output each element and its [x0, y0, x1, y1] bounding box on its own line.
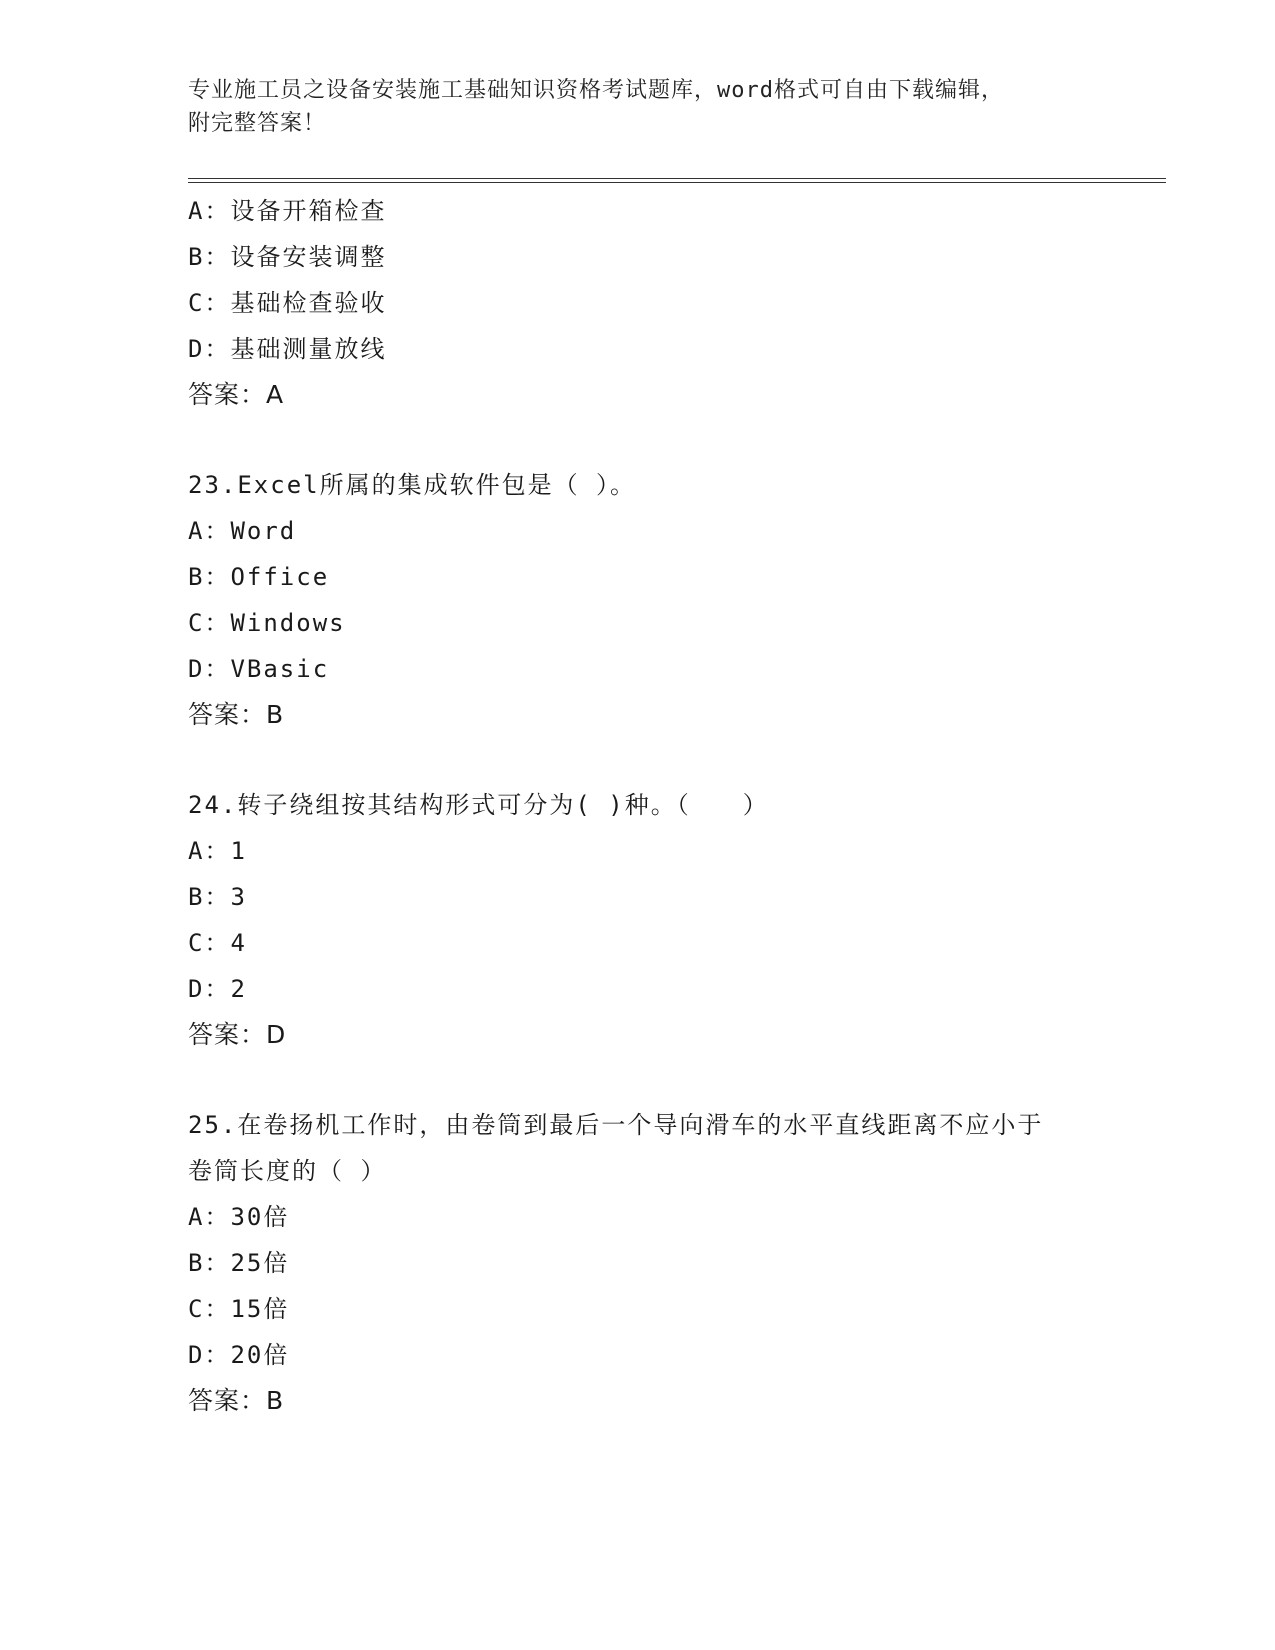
option-a: A：1: [188, 837, 247, 865]
document-header: [188, 74, 1088, 140]
option-a: A：30倍: [188, 1203, 290, 1231]
question-block: [188, 188, 1168, 418]
header-divider: [188, 178, 1166, 183]
option-b: B：设备安装调整: [188, 243, 387, 271]
option-c: C：15倍: [188, 1295, 290, 1323]
option-a: A：设备开箱检查: [188, 197, 387, 225]
option-d: D：VBasic: [188, 655, 330, 683]
answer-line: 答案：D: [188, 1020, 287, 1049]
option-c: C：基础检查验收: [188, 289, 387, 317]
option-c: C：Windows: [188, 609, 346, 637]
answer-line: 答案：B: [188, 700, 285, 729]
option-a: A：Word: [188, 517, 297, 545]
spacer: [188, 1058, 1168, 1102]
option-d: D：2: [188, 975, 247, 1003]
option-c: C：4: [188, 929, 247, 957]
spacer: [188, 738, 1168, 782]
question-block: [188, 1102, 1168, 1424]
header-line-2: 附完整答案！: [188, 111, 327, 136]
option-b: B：3: [188, 883, 247, 911]
option-b: B：25倍: [188, 1249, 290, 1277]
question-text: 24.转子绕组按其结构形式可分为( )种。（ ）: [188, 791, 769, 819]
option-b: B：Office: [188, 563, 330, 591]
question-block: [188, 782, 1168, 1058]
header-line-1: 专业施工员之设备安装施工基础知识资格考试题库，word格式可自由下载编辑，: [188, 78, 1004, 103]
question-text: 23.Excel所属的集成软件包是（ ）。: [188, 471, 637, 499]
option-d: D：基础测量放线: [188, 335, 387, 363]
answer-line: 答案：A: [188, 380, 285, 409]
answer-line: 答案：B: [188, 1386, 285, 1415]
spacer: [188, 418, 1168, 462]
option-d: D：20倍: [188, 1341, 290, 1369]
question-list: [188, 188, 1168, 1424]
question-text: 25.在卷扬机工作时，由卷筒到最后一个导向滑车的水平直线距离不应小于卷筒长度的（ ）: [188, 1111, 1044, 1185]
question-block: [188, 462, 1168, 738]
